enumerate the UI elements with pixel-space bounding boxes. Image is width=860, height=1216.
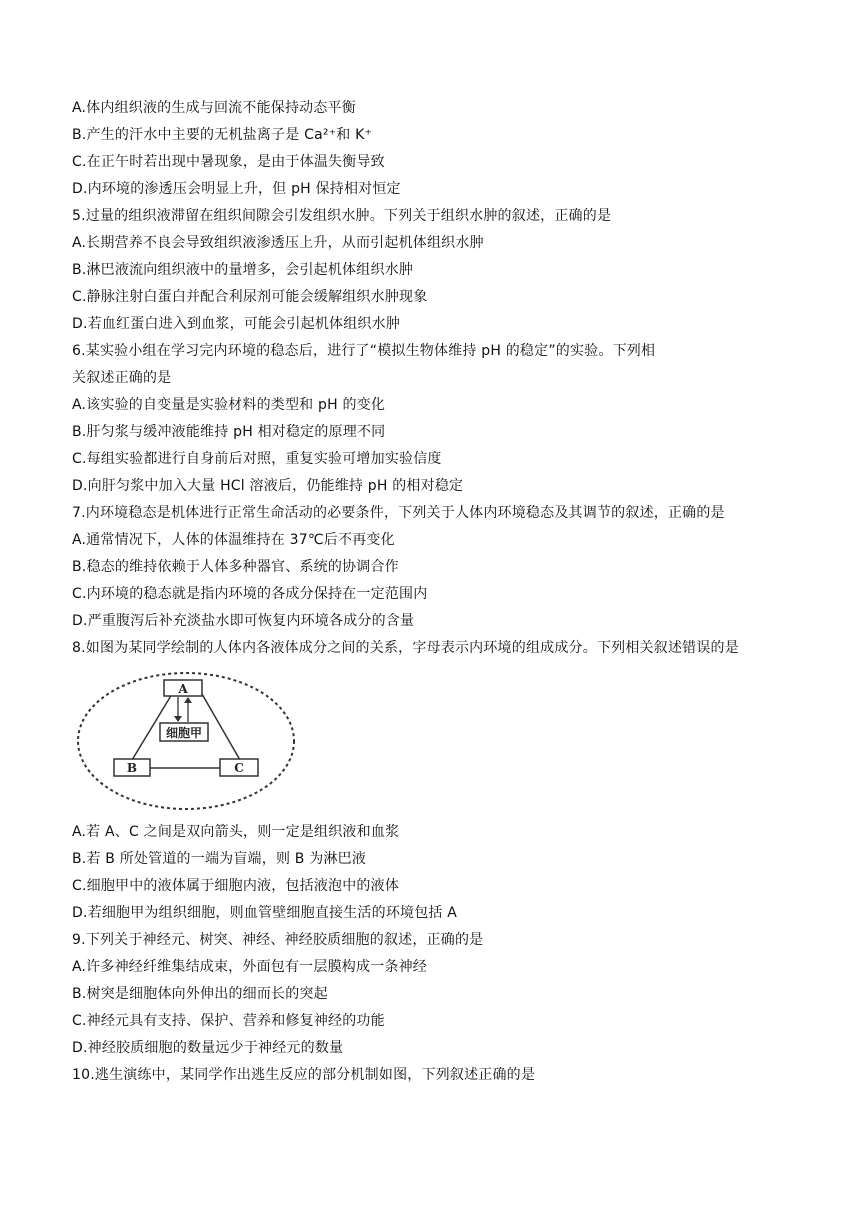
- fluid-relationship-diagram: [72, 668, 300, 814]
- arrow-a-to-cell-head: [174, 716, 182, 722]
- q9-stem: 9.下列关于神经元、树突、神经、神经胶质细胞的叙述，正确的是: [72, 932, 484, 948]
- q7-option-b: B.稳态的维持依赖于人体多种器官、系统的协调合作: [72, 559, 399, 575]
- q5-option-a: A.长期营养不良会导致组织液渗透压上升，从而引起机体组织水肿: [72, 235, 484, 251]
- q8-option-a: A.若 A、C 之间是双向箭头，则一定是组织液和血浆: [72, 824, 400, 840]
- q9-option-b: B.树突是细胞体向外伸出的细而长的突起: [72, 986, 328, 1002]
- q4-option-b: B.产生的汗水中主要的无机盐离子是 Ca²⁺和 K⁺: [72, 127, 373, 143]
- q8-option-d: D.若细胞甲为组织细胞，则血管壁细胞直接生活的环境包括 A: [72, 905, 458, 921]
- q6-option-d: D.向肝匀浆中加入大量 HCl 溶液后，仍能维持 pH 的相对稳定: [72, 478, 464, 494]
- q5-option-b: B.淋巴液流向组织液中的量增多，会引起机体组织水肿: [72, 262, 414, 278]
- q8-stem: 8.如图为某同学绘制的人体内各液体成分之间的关系，字母表示内环境的组成成分。下列相关叙述错误的是: [72, 640, 739, 656]
- q6-option-b: B.肝匀浆与缓冲液能维持 pH 相对稳定的原理不同: [72, 424, 386, 440]
- q6-stem-cont: 关叙述正确的是: [72, 370, 172, 386]
- q5-option-c: C.静脉注射白蛋白并配合利尿剂可能会缓解组织水肿现象: [72, 289, 428, 305]
- q6-stem: 6.某实验小组在学习完内环境的稳态后，进行了“模拟生物体维持 pH 的稳定”的实验。下列相: [72, 343, 656, 359]
- box-c-label: C: [234, 761, 244, 775]
- q8-option-c: C.细胞甲中的液体属于细胞内液，包括液泡中的液体: [72, 878, 400, 894]
- q4-option-d: D.内环境的渗透压会明显上升，但 pH 保持相对恒定: [72, 181, 401, 197]
- q7-stem: 7.内环境稳态是机体进行正常生命活动的必要条件，下列关于人体内环境稳态及其调节的叙述，正确的是: [72, 505, 725, 521]
- q7-option-c: C.内环境的稳态就是指内环境的各成分保持在一定范围内: [72, 586, 428, 602]
- arrow-cell-to-a-head: [184, 697, 192, 703]
- q5-option-d: D.若血红蛋白进入到血浆，可能会引起机体组织水肿: [72, 316, 401, 332]
- q7-option-a: A.通常情况下，人体的体温维持在 37℃后不再变化: [72, 532, 395, 548]
- q10-stem: 10.逃生演练中，某同学作出逃生反应的部分机制如图，下列叙述正确的是: [72, 1067, 536, 1083]
- q9-option-d: D.神经胶质细胞的数量远少于神经元的数量: [72, 1040, 344, 1056]
- q4-option-a: A.体内组织液的生成与回流不能保持动态平衡: [72, 100, 356, 116]
- cell-jia-label: 细胞甲: [165, 726, 203, 740]
- q6-option-c: C.每组实验都进行自身前后对照，重复实验可增加实验信度: [72, 451, 442, 467]
- box-b-label: B: [126, 761, 138, 775]
- q9-option-a: A.许多神经纤维集结成束，外面包有一层膜构成一条神经: [72, 959, 427, 975]
- q8-option-b: B.若 B 所处管道的一端为盲端，则 B 为淋巴液: [72, 851, 367, 867]
- q6-option-a: A.该实验的自变量是实验材料的类型和 pH 的变化: [72, 397, 386, 413]
- q7-option-d: D.严重腹泻后补充淡盐水即可恢复内环境各成分的含量: [72, 613, 415, 629]
- diagram-svg: [72, 668, 300, 814]
- box-a-label: A: [178, 682, 188, 696]
- q5-stem: 5.过量的组织液滞留在组织间隙会引发组织水肿。下列关于组织水肿的叙述，正确的是: [72, 208, 612, 224]
- q9-option-c: C.神经元具有支持、保护、营养和修复神经的功能: [72, 1013, 385, 1029]
- q4-option-c: C.在正午时若出现中暑现象，是由于体温失衡导致: [72, 154, 385, 170]
